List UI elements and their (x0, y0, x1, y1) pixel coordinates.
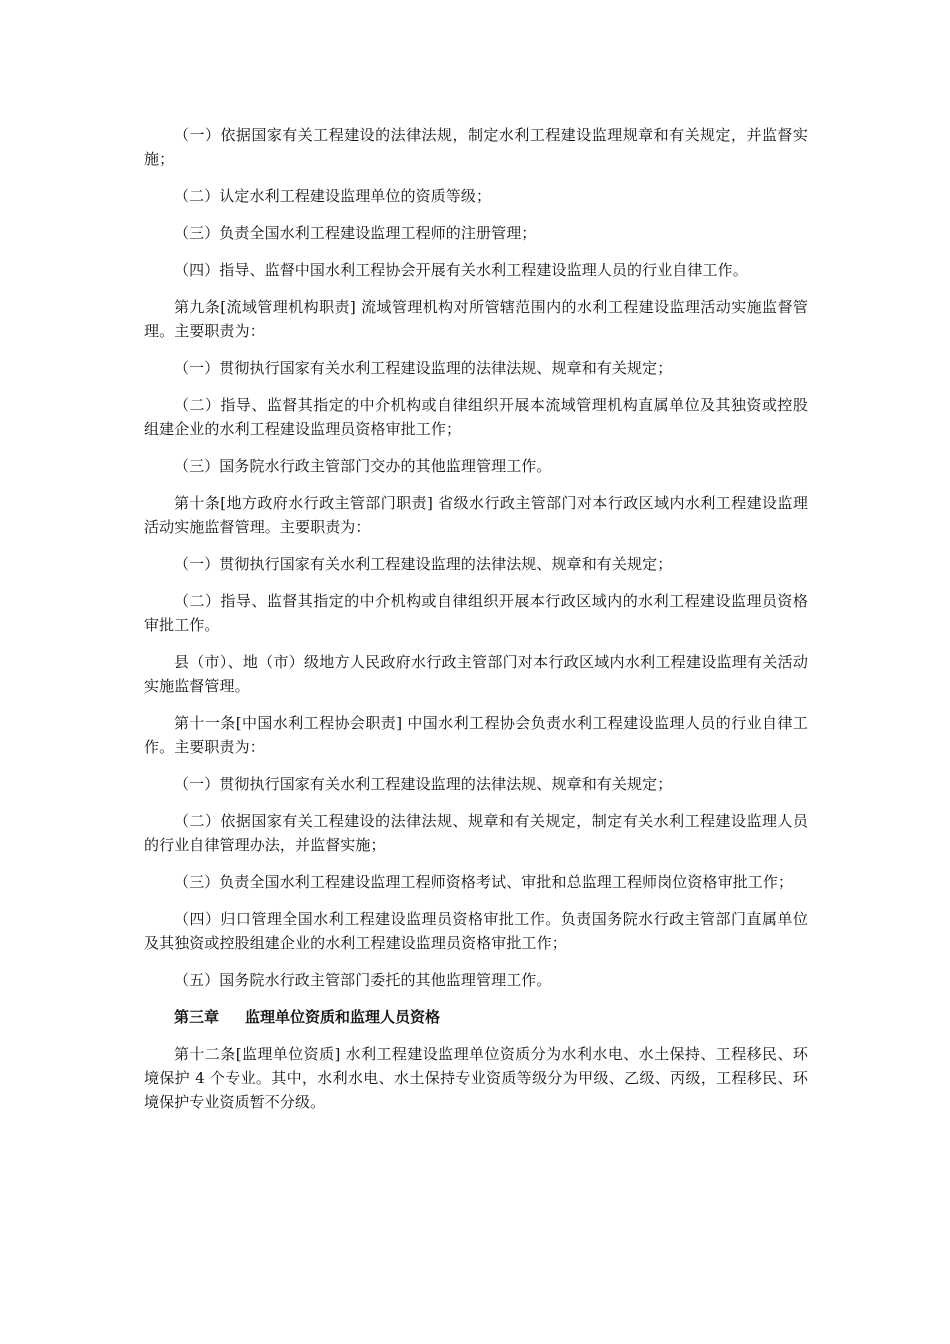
paragraph: （一）贯彻执行国家有关水利工程建设监理的法律法规、规章和有关规定； (174, 775, 673, 793)
article-11: 第十一条[中国水利工程协会职责] 中国水利工程协会负责水利工程建设监理人员的行业自律工作。主要职责为： (144, 714, 808, 756)
article-9: 第九条[流域管理机构职责] 流域管理机构对所管辖范围内的水利工程建设监理活动实施监督管理。主要职责为： (144, 298, 808, 340)
paragraph: （二）指导、监督其指定的中介机构或自律组织开展本流域管理机构直属单位及其独资或控股组建企业的水利工程建设监理员资格审批工作； (144, 396, 808, 438)
paragraph: （三）国务院水行政主管部门交办的其他监理管理工作。 (174, 457, 552, 475)
paragraph: 县（市）、地（市）级地方人民政府水行政主管部门对本行政区域内水利工程建设监理有关活动实施监督管理。 (144, 653, 808, 695)
paragraph: （三）负责全国水利工程建设监理工程师的注册管理； (174, 224, 537, 242)
paragraph: （一）贯彻执行国家有关水利工程建设监理的法律法规、规章和有关规定； (174, 555, 673, 573)
paragraph: （二）指导、监督其指定的中介机构或自律组织开展本行政区域内的水利工程建设监理员资格审批工作。 (144, 592, 808, 634)
paragraph: （四）指导、监督中国水利工程协会开展有关水利工程建设监理人员的行业自律工作。 (174, 261, 748, 279)
paragraph: （二）认定水利工程建设监理单位的资质等级； (174, 187, 492, 205)
chapter-heading (144, 1005, 808, 1029)
article-12: 第十二条[监理单位资质] 水利工程建设监理单位资质分为水利水电、水土保持、工程移民、环境保护 4 个专业。其中，水利水电、水土保持专业资质等级分为甲级、乙级、丙级，工程移民、环境保护专业资质暂不分级。 (144, 1045, 808, 1111)
paragraph: （五）国务院水行政主管部门委托的其他监理管理工作。 (174, 971, 552, 989)
document-body (144, 123, 808, 1127)
paragraph: （四）归口管理全国水利工程建设监理员资格审批工作。负责国务院水行政主管部门直属单位及其独资或控股组建企业的水利工程建设监理员资格审批工作； (144, 910, 808, 952)
article-10: 第十条[地方政府水行政主管部门职责] 省级水行政主管部门对本行政区域内水利工程建设监理活动实施监督管理。主要职责为： (144, 494, 808, 536)
chapter-title: 监理单位资质和监理人员资格 (245, 1008, 441, 1026)
paragraph: （二）依据国家有关工程建设的法律法规、规章和有关规定，制定有关水利工程建设监理人员的行业自律管理办法，并监督实施； (144, 812, 808, 854)
paragraph: （一）依据国家有关工程建设的法律法规，制定水利工程建设监理规章和有关规定，并监督实施； (144, 126, 808, 168)
paragraph: （一）贯彻执行国家有关水利工程建设监理的法律法规、规章和有关规定； (174, 359, 673, 377)
chapter-number: 第三章 (174, 1008, 220, 1026)
paragraph: （三）负责全国水利工程建设监理工程师资格考试、审批和总监理工程师岗位资格审批工作； (174, 873, 794, 891)
